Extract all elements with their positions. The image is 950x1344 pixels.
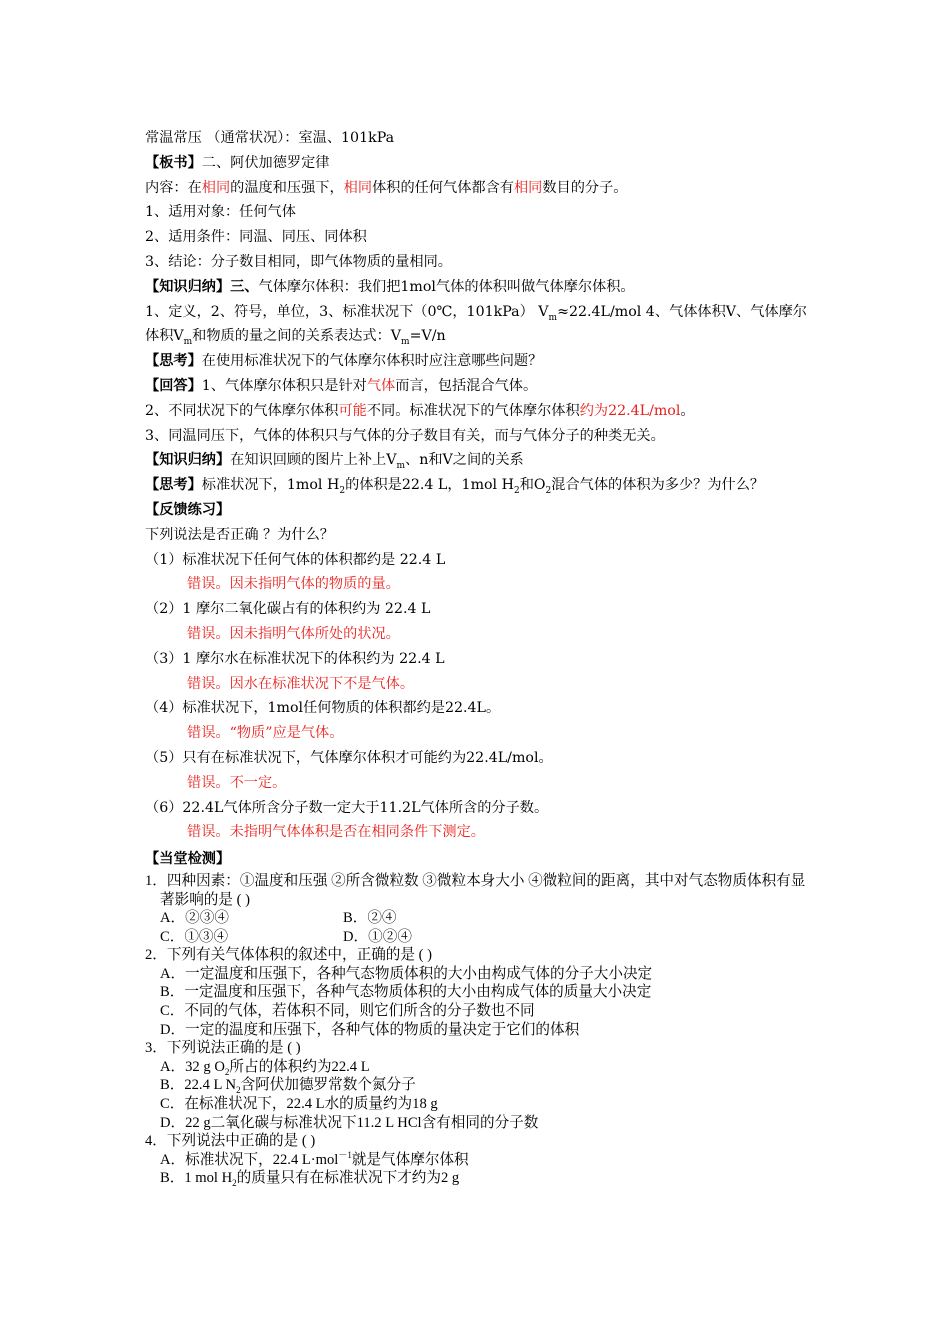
feedback-question: （5）只有在标准状况下，气体摩尔体积才可能约为22.4L/mol。 [145,749,553,766]
option-text: B．1 mol H [160,1170,233,1187]
feedback-title: 【反馈练习】 [145,501,231,518]
feedback-question: （4）标准状况下，1mol任何物质的体积都约是22.4L。 [145,700,501,717]
feedback-answer: 错误。未指明气体体积是否在相同条件下测定。 [187,824,485,841]
tag-answer: 【回答】 [145,377,202,394]
option-a [145,1058,810,1077]
subscript: 2 [545,485,552,496]
content-text: 数目的分子。 [542,179,628,196]
text-line-object: 1、适用对象：任何气体 [145,204,296,221]
content-text: 的温度和压强下， [230,179,344,196]
option-a: A．②③④ [160,910,229,927]
think-text: 的体积是22.4 L，1mol H [345,477,514,494]
text-line-summary-2 [145,448,810,473]
feedback-answer: 错误。“物质”应是气体。 [187,725,344,742]
highlight-same-3: 相同 [513,179,543,196]
text-line-answer-3: 3、同温同压下，气体的体积只与气体的分子数目有关，而与气体分子的种类无关。 [145,427,665,444]
answer-text: 。 [680,402,695,419]
feedback-answer: 错误。因未指明气体的物质的量。 [187,576,400,593]
tag-think: 【思考】 [145,353,202,370]
option-text: B．22.4 L N [160,1077,237,1094]
feedback-answer: 错误。因未指明气体所处的状况。 [187,625,400,642]
option-text: A．标准状况下，22.4 L·mol [160,1151,339,1168]
subscript: 2 [236,1085,241,1096]
feedback-question: （6）22.4L气体所含分子数一定大于11.2L气体所含的分子数。 [145,799,549,816]
option-text: 含阿伏加德罗常数个氮分子 [240,1077,416,1094]
feedback-answer: 错误。不一定。 [187,774,287,791]
option-d: D．一定的温度和压强下，各种气体的物质的量决定于它们的体积 [160,1021,580,1038]
tag-summary: 【知识归纳】 [145,278,231,295]
text-line-molar-details [145,300,810,350]
option-c: C．①③④ [160,928,229,945]
highlight-value: 约为22.4L/mol [579,402,681,419]
option-a: A．一定温度和压强下，各种气态物质体积的大小由构成气体的分子大小决定 [160,965,653,982]
text-line-think-1 [145,349,810,374]
option-a [145,1151,810,1170]
tag-board: 【板书】 [145,154,202,171]
feedback-question: （1）标准状况下任何气体的体积都约是 22.4 L [145,551,446,568]
option-d: D．①②④ [343,928,412,945]
text-line-board [145,151,810,176]
highlight-same-1: 相同 [201,179,231,196]
subscript: 2 [224,1066,230,1077]
subscript: 2 [513,485,520,496]
content-text: 体积的任何气体都含有 [372,179,514,196]
summary-text: 、n和V之间的关系 [405,452,524,469]
test-q3-stem: 3．下列说法正确的是 ( ) [145,1040,301,1057]
test-title: 【当堂检测】 [145,851,231,868]
section-number: 三、 [230,278,259,295]
text-line-conditions-apply: 2、适用条件：同温、同压、同体积 [145,229,367,246]
feedback-intro: 下列说法是否正确 ？为什么？ [145,526,334,543]
answer-text: 不同。标准状况下的气体摩尔体积 [366,402,580,419]
tag-summary: 【知识归纳】 [145,452,231,469]
answer-text: 而言，包括混合气体。 [395,377,538,394]
think-text: 混合气体的体积为多少？为什么？ [551,477,765,494]
subscript: m [401,337,410,348]
subscript: m [548,312,558,323]
text-line-conditions [145,126,810,151]
details-text: 和物质的量之间的关系表达式：V [192,328,402,345]
answer-text: 2、不同状况下的气体摩尔体积 [145,402,339,419]
test-q1-options-row2 [145,928,810,947]
content-text: 内容：在 [145,179,202,196]
formula: =V/n [409,328,446,345]
option-text: 就是气体摩尔体积 [351,1151,469,1168]
option-c: C．在标准状况下，22.4 L水的质量约为18 g [160,1096,438,1113]
feedback-answer: 错误。因水在标准状况下不是气体。 [187,675,415,692]
text-line-answer-1 [145,374,810,399]
option-b [145,1076,810,1095]
text-line-think-2 [145,473,810,498]
feedback-question: （3）1 摩尔水在标准状况下的体积约为 22.4 L [145,650,445,667]
think-text: 标准状况下，1mol H [201,477,340,494]
subscript: 2 [232,1178,237,1189]
test-q1-stem: 1．四种因素：①温度和压强 ②所含微粒数 ③微粒本身大小 ④微粒间的距离，其中对气态物质体积有显著影响的是 ( ) [145,872,806,908]
subscript: m [396,461,405,472]
text-line-summary-molar [145,275,810,300]
option-text: A．32 g O [160,1058,225,1075]
details-text: 1、定义，2、符号，单位，3、标准状况下（0℃，101kPa） V [145,303,549,320]
option-d: D．22 g二氧化碳与标准状况下11.2 L HCl含有相同的分子数 [160,1114,539,1131]
document-page [145,126,810,1188]
option-b [145,1169,810,1188]
superscript: －1 [338,1149,352,1160]
conditions-text: 常温常压 （通常状况）：室温、101kPa [145,130,395,146]
summary-text: 在知识回顾的图片上补上V [230,452,397,469]
test-q2-stem: 2．下列有关气体体积的叙述中，正确的是 ( ) [145,947,433,964]
option-text: 的质量只有在标准状况下才约为2 g [236,1170,460,1187]
option-text: 所占的体积约为22.4 L [229,1058,370,1075]
highlight-gas: 气体 [366,377,396,394]
subscript: m [183,337,193,348]
details-text: ≈22.4L/mol 4、气体体积V、气体摩尔体积V [145,303,807,345]
subscript: 2 [339,485,346,496]
option-c: C．不同的气体，若体积不同，则它们所含的分子数也不同 [160,1003,535,1020]
answer-text: 1、气体摩尔体积只是针对 [201,377,367,394]
think-text: 和O [519,477,546,494]
highlight-same-2: 相同 [343,179,373,196]
feedback-question: （2）1 摩尔二氧化碳占有的体积约为 22.4 L [145,601,431,618]
highlight-possible: 可能 [338,402,367,419]
test-q4-stem: 4．下列说法中正确的是 ( ) [145,1133,316,1150]
tag-think: 【思考】 [145,477,202,494]
text-line-conclusion: 3、结论：分子数目相同，即气体物质的量相同。 [145,253,452,270]
text-line-content [145,176,810,201]
text-line-answer-2 [145,399,810,424]
think-question: 在使用标准状况下的气体摩尔体积时应注意哪些问题？ [201,353,543,370]
test-q1-options-row1 [145,909,810,928]
molar-volume-definition: 气体摩尔体积：我们把1mol气体的体积叫做气体摩尔体积。 [258,278,635,295]
option-b: B．②④ [343,910,397,927]
avogadro-law-heading: 二、阿伏加德罗定律 [201,154,330,171]
option-b: B．一定温度和压强下，各种气态物质体积的大小由构成气体的质量大小决定 [160,984,652,1001]
